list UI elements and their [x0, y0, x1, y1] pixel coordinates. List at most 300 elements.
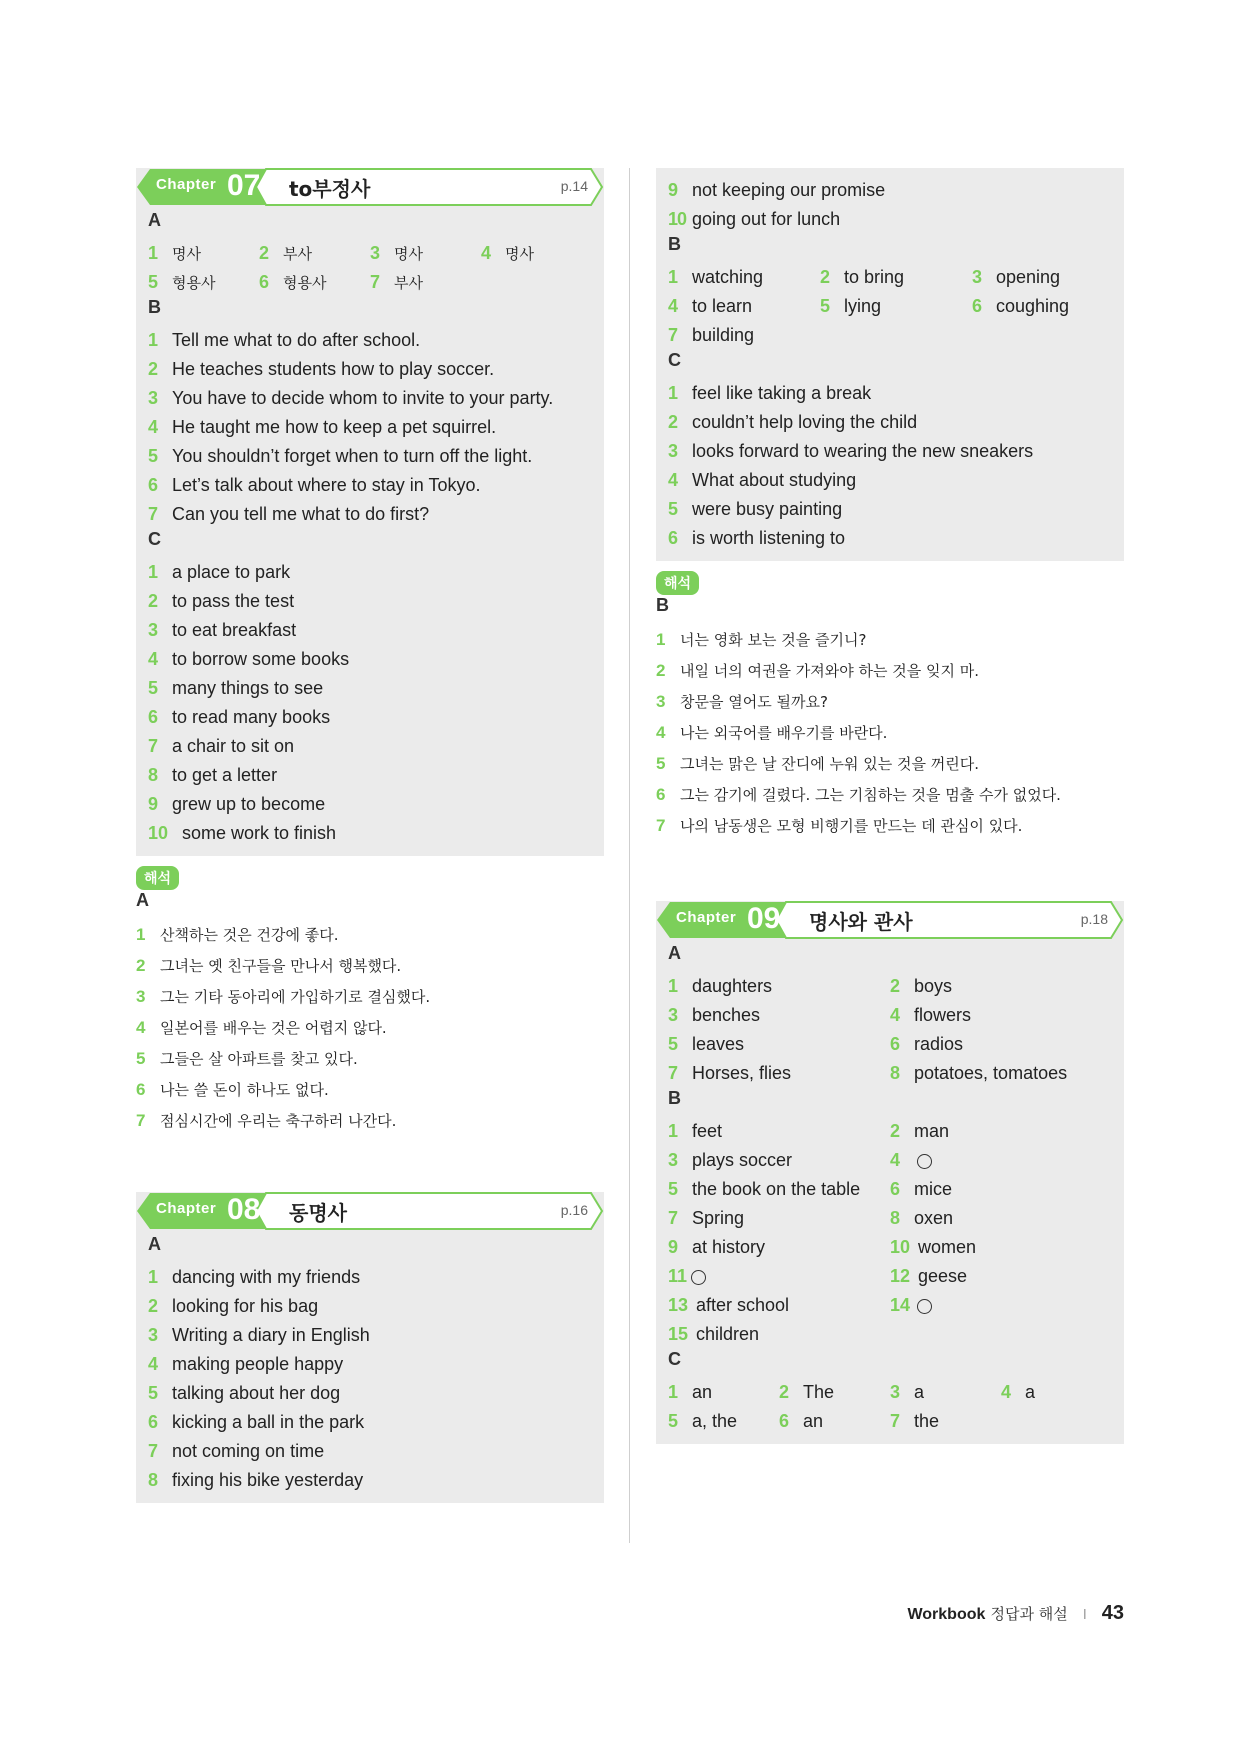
item-number: 1 [668, 1382, 679, 1402]
item-number: 8 [148, 1470, 159, 1490]
item-number: 3 [668, 1005, 679, 1025]
item-text: 그들은 살 아파트를 찾고 있다. [160, 1050, 358, 1068]
item-text: 내일 너의 여권을 가져와야 하는 것을 잊지 마. [680, 662, 979, 680]
item-number: 5 [668, 1411, 679, 1431]
answer-row [136, 239, 604, 268]
item-number: 4 [148, 1354, 159, 1374]
item-text: dancing with my friends [172, 1267, 361, 1287]
answer-row [656, 972, 1124, 1001]
item-number: 2 [259, 243, 270, 263]
item-text: 그는 감기에 걸렸다. 그는 기침하는 것을 멈출 수가 없었다. [680, 786, 1061, 804]
item-text: He teaches students how to play soccer. [172, 359, 495, 379]
item-text: 산책하는 것은 건강에 좋다. [160, 926, 339, 944]
answer-row [656, 1146, 1124, 1175]
item-number: 4 [148, 649, 159, 669]
item-text: to eat breakfast [172, 620, 297, 640]
item-number: 10 [668, 209, 687, 229]
item-text: not coming on time [172, 1441, 325, 1461]
item-number: 15 [668, 1324, 689, 1344]
item-text: 창문을 열어도 될까요? [680, 693, 828, 711]
page-number: 43 [1101, 1602, 1124, 1624]
item-text: after school [696, 1295, 790, 1315]
item-number: 6 [779, 1411, 790, 1431]
item-number: 3 [136, 987, 146, 1006]
answer-item [656, 176, 1124, 205]
item-number: 2 [148, 1296, 159, 1316]
answer-item [136, 326, 604, 355]
answer-item [148, 239, 201, 269]
item-number: 7 [148, 736, 159, 756]
item-number: 7 [656, 816, 666, 835]
item-number: 6 [148, 1412, 159, 1432]
answer-row [656, 1117, 1124, 1146]
item-number: 2 [656, 661, 666, 680]
answer-item [656, 437, 1124, 466]
section-b-label: B [148, 297, 161, 317]
item-number: 9 [148, 794, 159, 814]
chapter-08-box [136, 1192, 604, 1503]
answer-item [136, 1292, 604, 1321]
translation-item [136, 950, 604, 981]
answer-row [656, 1059, 1124, 1088]
item-number: 2 [820, 267, 831, 287]
circle-mark-icon [917, 1299, 932, 1314]
footer-subtitle: 정답과 해설 [990, 1605, 1068, 1623]
answer-item [820, 292, 881, 321]
translation-item [656, 779, 1124, 810]
item-text: The [803, 1382, 835, 1402]
answer-item [890, 1204, 953, 1233]
item-number: 8 [890, 1208, 901, 1228]
item-number: 6 [148, 475, 159, 495]
answer-item [136, 471, 604, 500]
column-divider [629, 168, 630, 1543]
section-c-label: C [668, 1349, 681, 1369]
item-text: radios [914, 1034, 964, 1054]
item-number: 6 [136, 1080, 146, 1099]
item-text: geese [918, 1266, 968, 1286]
answer-item [259, 268, 326, 298]
answer-item [259, 239, 312, 269]
answer-item [668, 321, 754, 350]
item-number: 6 [148, 707, 159, 727]
answer-item [481, 239, 534, 269]
chapter-08-header [136, 1192, 604, 1230]
item-number: 2 [668, 412, 679, 432]
answer-row [656, 1030, 1124, 1059]
item-text: talking about her dog [172, 1383, 341, 1403]
item-text: 그는 기타 동아리에 가입하기로 결심했다. [160, 988, 431, 1006]
answer-item [370, 239, 423, 269]
item-number: 3 [668, 441, 679, 461]
item-text: an [803, 1411, 824, 1431]
item-number: 2 [148, 591, 159, 611]
item-text: fixing his bike yesterday [172, 1470, 364, 1490]
chapter-08-continued-box [656, 168, 1124, 561]
chapter-word: Chapter [156, 176, 217, 193]
item-text: a place to park [172, 562, 291, 582]
answer-item [136, 1437, 604, 1466]
item-text: coughing [996, 296, 1070, 316]
item-number: 12 [890, 1266, 911, 1286]
item-text: 그녀는 맑은 날 잔디에 누워 있는 것을 꺼린다. [680, 755, 979, 773]
item-text: Can you tell me what to do first? [172, 504, 430, 524]
item-number: 8 [148, 765, 159, 785]
item-text: feel like taking a break [692, 383, 872, 403]
item-text: Writing a diary in English [172, 1325, 370, 1345]
item-text: leaves [692, 1034, 745, 1054]
answer-item [668, 1059, 791, 1088]
item-number: 3 [148, 1325, 159, 1345]
item-number: 7 [370, 272, 381, 292]
answer-item [668, 1001, 760, 1030]
chapter-title: to부정사 [289, 177, 371, 201]
translation-item [656, 810, 1124, 841]
item-number: 5 [668, 1179, 679, 1199]
item-number: 1 [148, 330, 159, 350]
item-number: 8 [890, 1063, 901, 1083]
item-number: 1 [148, 562, 159, 582]
answer-item [370, 268, 423, 298]
item-number: 7 [148, 1441, 159, 1461]
answer-row [656, 263, 1124, 292]
item-text: 형용사 [172, 274, 216, 292]
item-text: mice [914, 1179, 953, 1199]
item-text: 명사 [505, 245, 534, 263]
item-text: to get a letter [172, 765, 278, 785]
translation-item [656, 624, 1124, 655]
item-number: 3 [370, 243, 381, 263]
item-text: not keeping our promise [692, 180, 886, 200]
item-text: man [914, 1121, 950, 1141]
footer-separator: I [1082, 1608, 1087, 1623]
item-text: What about studying [692, 470, 857, 490]
chapter-number: 08 [227, 1193, 261, 1226]
item-number: 5 [148, 446, 159, 466]
answer-item [136, 703, 604, 732]
item-number: 7 [668, 325, 679, 345]
answer-item [890, 1262, 967, 1291]
translation-badge: 해석 [656, 571, 699, 595]
item-number: 9 [668, 1237, 679, 1257]
item-number: 6 [259, 272, 270, 292]
answer-item [668, 263, 763, 292]
answer-item [890, 1146, 932, 1175]
item-number: 1 [148, 243, 159, 263]
answer-item [136, 1466, 604, 1495]
item-number: 5 [148, 678, 159, 698]
item-text: 부사 [394, 274, 423, 292]
answer-item [668, 1378, 712, 1407]
item-text: benches [692, 1005, 761, 1025]
item-text: feet [692, 1121, 723, 1141]
chapter-07-box [136, 168, 604, 856]
footer-workbook-label: Workbook [907, 1606, 986, 1623]
answer-item [972, 263, 1060, 292]
answer-item [656, 524, 1124, 553]
item-text: making people happy [172, 1354, 344, 1374]
answer-item [668, 1233, 765, 1262]
item-text: a [1025, 1382, 1036, 1402]
translation-item [656, 686, 1124, 717]
item-number: 7 [668, 1208, 679, 1228]
item-text: is worth listening to [692, 528, 846, 548]
item-number: 11 [668, 1266, 688, 1286]
answer-item [136, 442, 604, 471]
chapter-number: 07 [227, 169, 261, 202]
item-number: 7 [890, 1411, 901, 1431]
answer-item [136, 355, 604, 384]
answer-item [656, 205, 1124, 234]
item-text: at history [692, 1237, 766, 1257]
answer-item [668, 1204, 744, 1233]
item-number: 1 [136, 925, 146, 944]
answer-item [890, 1175, 952, 1204]
chapter-word: Chapter [676, 909, 737, 926]
item-text: flowers [914, 1005, 972, 1025]
answer-item [136, 1408, 604, 1437]
chapter-09-header [656, 901, 1124, 939]
translation-item [136, 981, 604, 1012]
answer-item [656, 379, 1124, 408]
item-number: 1 [656, 630, 666, 649]
item-text: opening [996, 267, 1061, 287]
right-column [656, 168, 1124, 1444]
answer-item [668, 972, 772, 1001]
item-number: 5 [668, 499, 679, 519]
item-text: women [918, 1237, 977, 1257]
item-number: 14 [890, 1295, 911, 1315]
answer-item [136, 1350, 604, 1379]
item-number: 4 [148, 417, 159, 437]
answer-item [890, 1233, 976, 1262]
answer-item [668, 292, 752, 321]
item-text: Horses, flies [692, 1063, 792, 1083]
answer-item [136, 413, 604, 442]
answer-item [656, 495, 1124, 524]
item-text: 형용사 [283, 274, 327, 292]
chapter-page-ref: p.14 [560, 178, 588, 194]
chapter-07-header [136, 168, 604, 206]
item-text: lying [844, 296, 882, 316]
item-number: 5 [148, 1383, 159, 1403]
item-text: He taught me how to keep a pet squirrel. [172, 417, 497, 437]
item-text: grew up to become [172, 794, 326, 814]
item-number: 7 [668, 1063, 679, 1083]
translation-item [136, 1043, 604, 1074]
item-number: 4 [890, 1150, 901, 1170]
item-number: 4 [136, 1018, 146, 1037]
item-text: plays soccer [692, 1150, 793, 1170]
item-text: Spring [692, 1208, 745, 1228]
item-text: many things to see [172, 678, 324, 698]
answer-item [820, 263, 904, 292]
item-number: 4 [668, 470, 679, 490]
translation-item [136, 919, 604, 950]
chapter-title: 명사와 관사 [809, 910, 913, 934]
item-number: 6 [890, 1179, 901, 1199]
circle-mark-icon [691, 1270, 706, 1285]
item-text: boys [914, 976, 953, 996]
answer-item [890, 1059, 1067, 1088]
answer-row [656, 292, 1124, 321]
answer-item [1001, 1378, 1035, 1407]
answer-item [890, 1001, 971, 1030]
left-column [136, 168, 604, 1503]
item-number: 2 [148, 359, 159, 379]
item-number: 5 [656, 754, 666, 773]
item-number: 10 [890, 1237, 911, 1257]
item-number: 3 [972, 267, 983, 287]
item-text: an [692, 1382, 713, 1402]
item-text: the [914, 1411, 940, 1431]
item-text: You have to decide whom to invite to your party. [172, 388, 554, 408]
item-text: oxen [914, 1208, 954, 1228]
item-text: were busy painting [692, 499, 843, 519]
item-text: 나는 쓸 돈이 하나도 없다. [160, 1081, 329, 1099]
item-number: 1 [148, 1267, 159, 1287]
answer-item [136, 1379, 604, 1408]
translation-section-label: A [136, 890, 149, 910]
item-text: 명사 [172, 245, 201, 263]
answer-item [779, 1378, 834, 1407]
item-number: 3 [656, 692, 666, 711]
item-number: 6 [972, 296, 983, 316]
answer-item [136, 384, 604, 413]
item-number: 1 [668, 1121, 679, 1141]
section-b-label: B [668, 1088, 681, 1108]
answer-row [656, 1407, 1124, 1436]
item-number: 9 [668, 180, 679, 200]
translation-item [136, 1012, 604, 1043]
answer-item [668, 1030, 744, 1059]
section-a-label: A [668, 943, 681, 963]
answer-item [136, 761, 604, 790]
page-footer [907, 1602, 1124, 1625]
answer-item [136, 1321, 604, 1350]
item-text: 그녀는 옛 친구들을 만나서 행복했다. [160, 957, 402, 975]
item-number: 1 [668, 383, 679, 403]
answer-item [779, 1407, 823, 1436]
chapter-07-translation [136, 856, 604, 1136]
section-a-label: A [148, 210, 161, 230]
item-text: 나의 남동생은 모형 비행기를 만드는 데 관심이 있다. [680, 817, 1023, 835]
answer-item [136, 587, 604, 616]
answer-item [668, 1291, 789, 1320]
section-c-label: C [668, 350, 681, 370]
translation-item [656, 748, 1124, 779]
item-text: some work to finish [182, 823, 337, 843]
answer-item [890, 972, 952, 1001]
answer-row [656, 1204, 1124, 1233]
item-text: a chair to sit on [172, 736, 295, 756]
answer-item [668, 1117, 722, 1146]
chapter-page-ref: p.16 [560, 1202, 588, 1218]
item-text: potatoes, tomatoes [914, 1063, 1068, 1083]
item-text: looking for his bag [172, 1296, 319, 1316]
chapter-word: Chapter [156, 1200, 217, 1217]
item-number: 5 [668, 1034, 679, 1054]
chapter-09-box [656, 901, 1124, 1444]
chapter-number: 09 [747, 902, 781, 935]
item-number: 2 [890, 1121, 901, 1141]
answer-item [668, 1407, 737, 1436]
item-text: to bring [844, 267, 905, 287]
answer-item [136, 645, 604, 674]
answer-row [656, 1378, 1124, 1407]
item-number: 4 [668, 296, 679, 316]
item-number: 4 [1001, 1382, 1012, 1402]
answer-item [136, 500, 604, 529]
answer-item [656, 408, 1124, 437]
answer-item [890, 1117, 949, 1146]
item-number: 10 [148, 823, 169, 843]
answer-row [656, 1320, 1124, 1349]
translation-item [656, 717, 1124, 748]
translation-section-label: B [656, 595, 669, 615]
answer-item [668, 1175, 860, 1204]
answer-item [668, 1262, 706, 1291]
answer-item [148, 268, 215, 298]
answer-item [890, 1407, 939, 1436]
item-text: building [692, 325, 755, 345]
item-text: couldn’t help loving the child [692, 412, 918, 432]
item-text: children [696, 1324, 760, 1344]
answer-item [890, 1030, 963, 1059]
item-text: 일본어를 배우는 것은 어렵지 않다. [160, 1019, 387, 1037]
answer-item [136, 790, 604, 819]
answer-item [136, 732, 604, 761]
answer-item [136, 674, 604, 703]
answer-item [136, 558, 604, 587]
item-number: 5 [148, 272, 159, 292]
item-text: looks forward to wearing the new sneakers [692, 441, 1034, 461]
answer-row [656, 1175, 1124, 1204]
item-text: going out for lunch [692, 209, 841, 229]
section-c-label: C [148, 529, 161, 549]
chapter-title: 동명사 [289, 1201, 347, 1225]
item-number: 2 [779, 1382, 790, 1402]
answer-row [656, 321, 1124, 350]
item-text: to learn [692, 296, 753, 316]
answer-item [136, 616, 604, 645]
item-text: the book on the table [692, 1179, 861, 1199]
item-number: 4 [890, 1005, 901, 1025]
item-text: daughters [692, 976, 773, 996]
chapter-page-ref: p.18 [1080, 911, 1108, 927]
item-number: 6 [668, 528, 679, 548]
item-number: 2 [136, 956, 146, 975]
item-text: 명사 [394, 245, 423, 263]
translation-badge: 해석 [136, 866, 179, 890]
answer-row [656, 1001, 1124, 1030]
answer-row [136, 268, 604, 297]
item-number: 5 [820, 296, 831, 316]
answer-row [656, 1291, 1124, 1320]
item-number: 4 [656, 723, 666, 742]
answer-item [972, 292, 1069, 321]
item-number: 3 [668, 1150, 679, 1170]
answer-item [656, 466, 1124, 495]
item-text: a, the [692, 1411, 738, 1431]
item-text: 점심시간에 우리는 축구하러 나간다. [160, 1112, 397, 1130]
item-number: 3 [890, 1382, 901, 1402]
item-text: You shouldn’t forget when to turn off the light. [172, 446, 533, 466]
item-number: 1 [668, 267, 679, 287]
chapter-08-translation [656, 561, 1124, 841]
answer-item [136, 1263, 604, 1292]
item-number: 3 [148, 620, 159, 640]
